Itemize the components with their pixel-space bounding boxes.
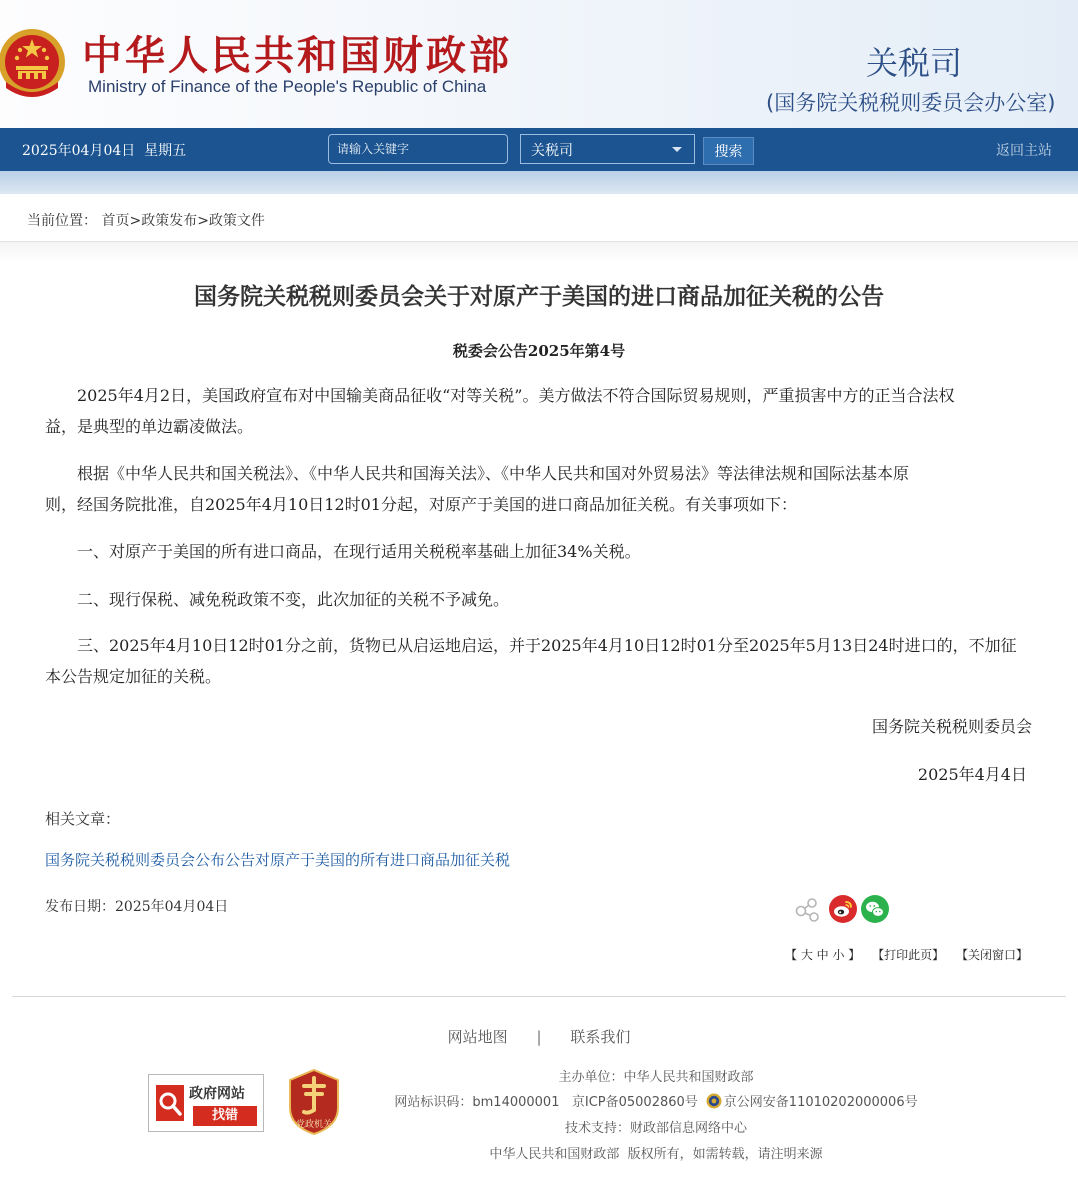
police-record-link[interactable]: 京公网安备11010202000006号 xyxy=(723,1095,918,1110)
share-icon[interactable] xyxy=(792,894,822,924)
paragraph-line: 2025年4月2日，美国政府宣布对中国输美商品征收“对等关税”。美方做法不符合国际贸易规则，严重损害中方的正当合法权 xyxy=(77,386,955,405)
close-window-button[interactable]: 【关闭窗口】 xyxy=(955,948,1028,962)
font-size-control[interactable]: 【 大 中 小 】 xyxy=(785,948,861,962)
gov-badge-action: 找错 xyxy=(193,1106,257,1126)
content-shadow xyxy=(0,242,1078,262)
related-article-link[interactable]: 国务院关税税则委员会公布公告对原产于美国的所有进口商品加征关税 xyxy=(45,851,511,869)
breadcrumb-separator: > xyxy=(197,213,209,229)
site-header xyxy=(0,0,1078,128)
ministry-name-cn: 中华人民共和国财政部 xyxy=(82,33,512,79)
signature-date: 2025年4月4日 xyxy=(917,765,1027,784)
breadcrumb-policy-release[interactable]: 政策发布 xyxy=(141,213,198,229)
footer-divider xyxy=(12,996,1066,997)
site-code: 网站标识码：bm14000001 京ICP备05002860号 xyxy=(394,1095,698,1110)
party-badge-label: 党政机关 xyxy=(295,1120,332,1130)
current-date: 2025年04月04日 星期五 xyxy=(22,143,187,159)
footer-links xyxy=(0,1026,1078,1047)
gov-badge-title: 政府网站 xyxy=(189,1086,245,1102)
site-registration xyxy=(117,1091,1078,1110)
article-paragraph-1 xyxy=(45,380,1035,442)
department-select[interactable] xyxy=(520,134,695,164)
host-organization: 主办单位：中华人民共和国财政部 xyxy=(558,1070,754,1085)
paragraph-line: 三、2025年4月10日12时01分之前，货物已从启运地启运，并于2025年4月10日12时01分至2025年5月13日24时进口的，不加征 xyxy=(77,636,1017,655)
copyright-notice: 中华人民共和国财政部 版权所有，如需转载，请注明来源 xyxy=(489,1147,823,1162)
paragraph-line: 二、现行保税、减免税政策不变，此次加征的关税不予减免。 xyxy=(77,590,510,609)
breadcrumb-home[interactable]: 首页 xyxy=(101,213,130,229)
return-home-link[interactable]: 返回主站 xyxy=(996,143,1052,159)
related-articles-label: 相关文章： xyxy=(45,810,121,828)
article-paragraph-4 xyxy=(45,584,1035,615)
department-select-value: 关税司 xyxy=(531,143,573,159)
breadcrumb-separator: > xyxy=(129,213,142,229)
article-paragraph-5 xyxy=(45,630,1035,692)
department-subtitle: (国务院关税税则委员会办公室) xyxy=(766,91,1056,115)
footer-link-separator: | xyxy=(536,1028,542,1046)
print-page-button[interactable]: 【打印此页】 xyxy=(872,948,945,962)
site-map-link[interactable]: 网站地图 xyxy=(447,1028,508,1046)
breadcrumb-policy-documents[interactable]: 政策文件 xyxy=(208,213,265,229)
weibo-share-icon[interactable] xyxy=(828,894,858,924)
ministry-name-en: Ministry of Finance of the People's Republic of China xyxy=(88,77,487,96)
page-tools xyxy=(777,946,1028,963)
issuer-signature: 国务院关税税则委员会 xyxy=(871,717,1032,736)
article-paragraph-3 xyxy=(45,536,1035,567)
paragraph-line: 本公告规定加征的关税。 xyxy=(45,667,222,686)
search-button[interactable]: 搜索 xyxy=(703,137,754,165)
document-number: 税委会公告2025年第4号 xyxy=(452,342,626,360)
chevron-down-icon xyxy=(672,147,682,152)
contact-us-link[interactable]: 联系我们 xyxy=(570,1028,631,1046)
national-emblem-icon xyxy=(0,22,70,98)
paragraph-line: 根据《中华人民共和国关税法》、《中华人民共和国海关法》、《中华人民共和国对外贸易法》等法律法规和国际法基本原 xyxy=(77,464,910,483)
police-badge-icon xyxy=(706,1093,722,1109)
breadcrumb-prefix: 当前位置： xyxy=(27,213,97,229)
paragraph-line: 一、对原产于美国的所有进口商品，在现行适用关税税率基础上加征34%关税。 xyxy=(77,542,641,561)
article-title: 国务院关税税则委员会关于对原产于美国的进口商品加征关税的公告 xyxy=(194,284,884,310)
publish-date: 发布日期：2025年04月04日 xyxy=(45,899,229,915)
nav-bar xyxy=(0,128,1078,171)
department-title: 关税司 xyxy=(866,44,963,82)
technical-support: 技术支持：财政部信息网络中心 xyxy=(564,1121,747,1136)
search-input[interactable] xyxy=(328,134,508,164)
breadcrumb xyxy=(0,194,1078,242)
paragraph-line: 则，经国务院批准，自2025年4月10日12时01分起，对原产于美国的进口商品加征关税。有关事项如下： xyxy=(45,495,797,514)
nav-gradient-band xyxy=(0,171,1078,194)
breadcrumb-trail xyxy=(27,210,265,230)
wechat-share-icon[interactable] xyxy=(860,894,890,924)
paragraph-line: 益，是典型的单边霸凌做法。 xyxy=(45,417,254,436)
article-paragraph-2 xyxy=(45,458,1035,520)
